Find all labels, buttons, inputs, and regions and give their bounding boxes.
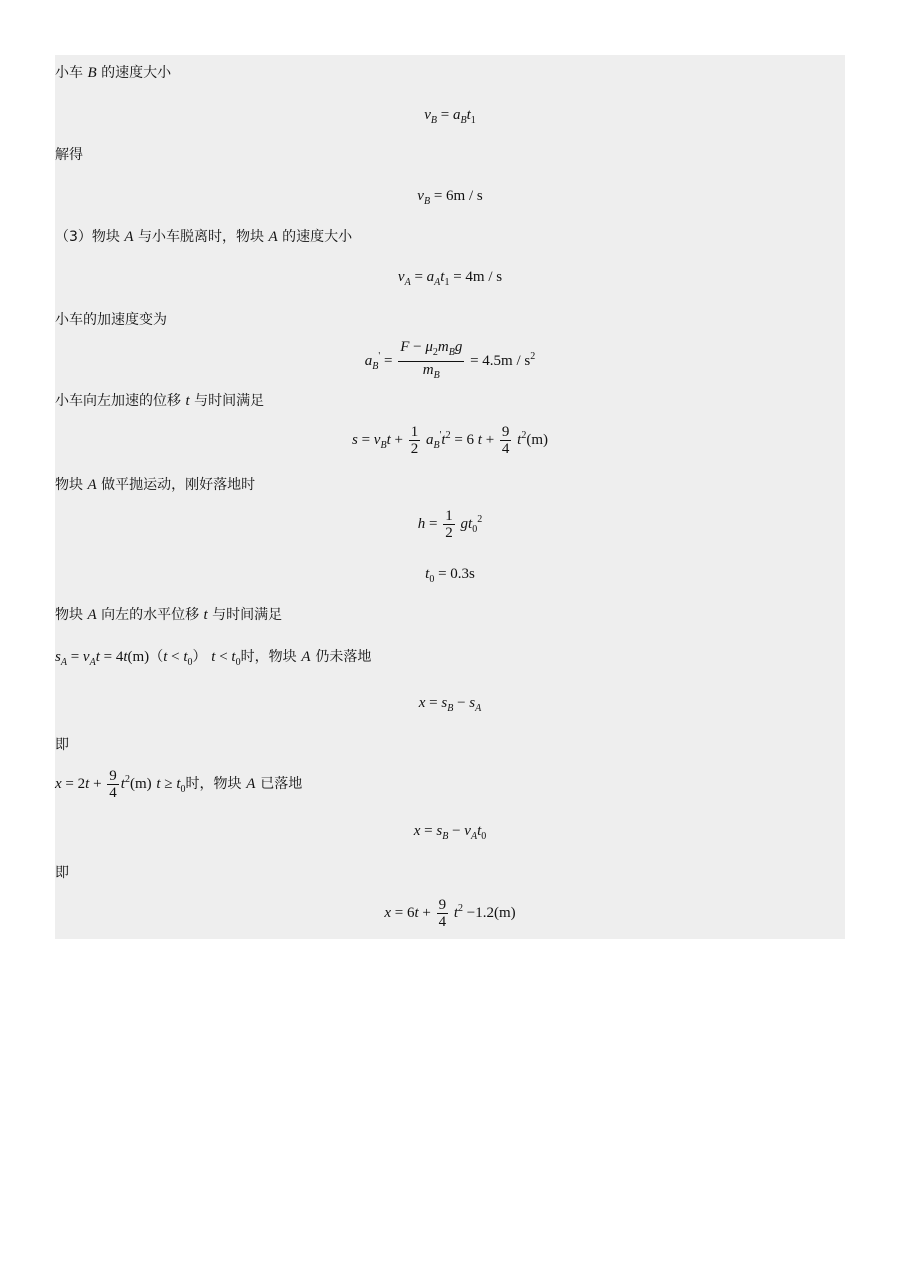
text-line-x1: x = 2t + $\frac{9}{4}$ $t^2(m) t \ge t_0$时，物块 A 已落地 — [55, 768, 303, 801]
text-line-accel: 小车的加速度变为 — [55, 312, 167, 328]
equation-s: $s = v_Bt$ + $\frac{1}{2}$ $a_B't^2 = 6$ t + $\frac{9}{4}$ $t^2(m)$ — [351, 424, 549, 457]
equation-x-landed: $x = s_B - v_At_0$ — [413, 823, 487, 842]
equation-h: h = $\frac{1}{2}$ $gt_0^2$ — [417, 508, 483, 541]
equation-x-diff: $x = s_B - s_A$ — [418, 695, 482, 714]
text-line-projectile: 物块 A 做平抛运动，刚好落地时 — [55, 477, 256, 493]
equation-vb-def: $v_B = a_Bt_1$ — [424, 107, 476, 126]
equation-ab-prime: $a_B'$ = $\frac{F - \mu_2m_Bg}{m_B}$ = $4.5m / s^2$ — [364, 339, 536, 381]
equation-x-final: x = 6t + $\frac{9}{4}$ $t^2 -1.2(m)$ — [384, 897, 516, 930]
text-line-solve: 解得 — [55, 147, 83, 163]
text-line-horizontal: 物块 A 向左的水平位移 t 与时间满足 — [55, 607, 283, 623]
text-line-1: 小车 B 的速度大小 — [55, 65, 172, 81]
equation-va: $v_A = a_At_1 = 4m / s$ — [397, 269, 503, 288]
text-line-sa: $s_A = v_At = 4t(m)(t < t_0) t < t_0$时，物块 A 仍未落地 — [55, 649, 372, 668]
equation-t0: $t_0 = 0.3s$ — [425, 566, 475, 585]
text-line-ie-1: 即 — [55, 737, 69, 753]
equation-vb-value: $v_B = 6m / s$ — [417, 188, 483, 207]
text-line-ie-2: 即 — [55, 865, 69, 881]
text-line-part3: （3）物块 A 与小车脱离时，物块 A 的速度大小 — [55, 229, 353, 245]
solution-panel — [55, 55, 845, 939]
text-line-displacement: 小车向左加速的位移 t 与时间满足 — [55, 393, 265, 409]
